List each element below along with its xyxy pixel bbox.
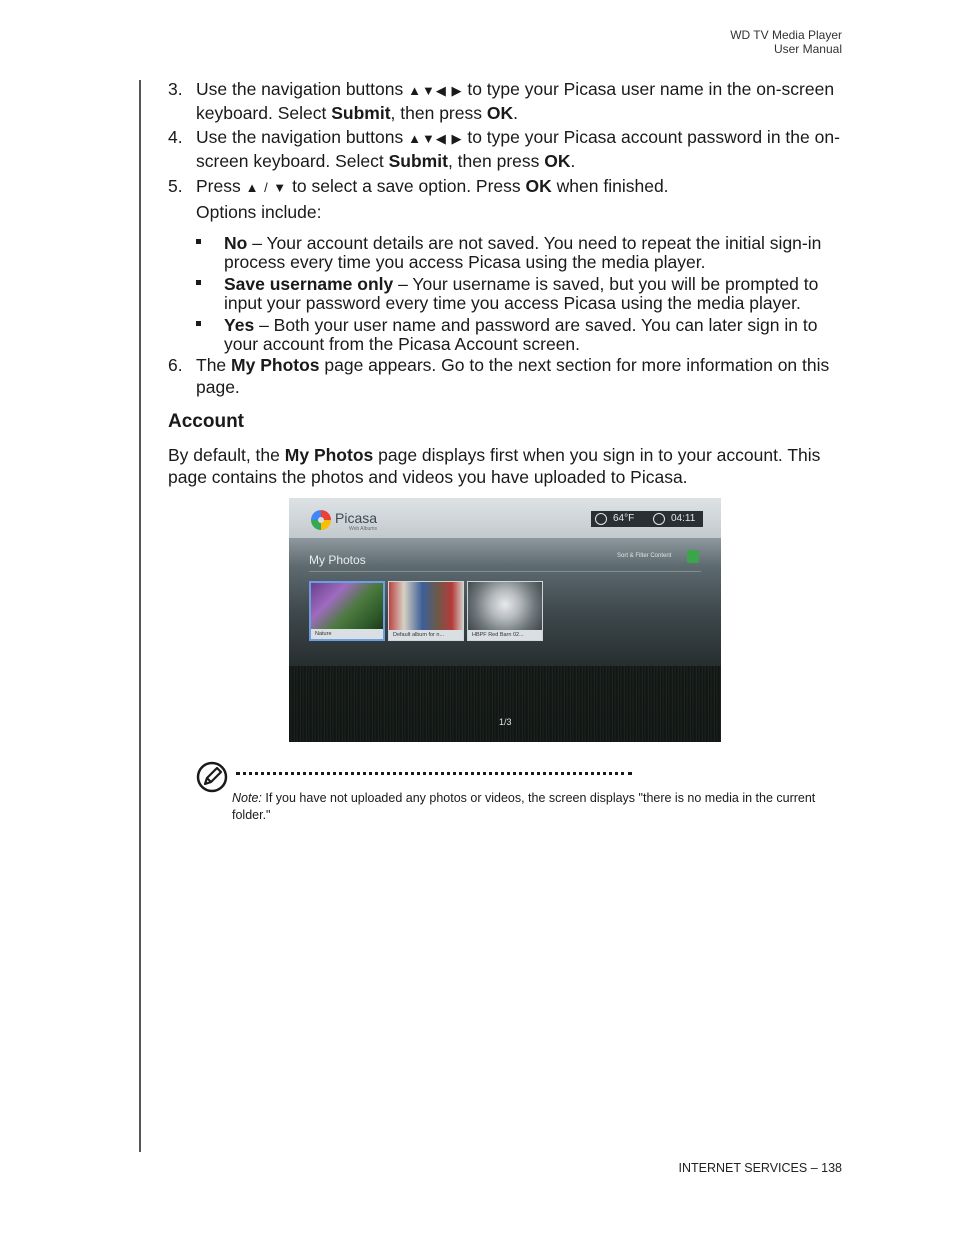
- album-image: [389, 582, 463, 632]
- step-3: 3. Use the navigation buttons ▲▼◀ ▶ to type your Picasa user name in the on-screen keyboard. Select Submit, then press OK.: [168, 79, 835, 123]
- step-5: 5. Press ▲ / ▼ to select a save option. Press OK when finished.: [168, 176, 669, 196]
- album-thumbnail[interactable]: [309, 581, 385, 641]
- option-save-username: Save username only – Your username is saved, but you will be prompted to input your password every time you access Picasa using the media player.: [196, 275, 846, 313]
- album-image: [311, 583, 383, 633]
- screen-title: My Photos: [309, 553, 366, 567]
- updown-arrows-icon: ▲ / ▼: [245, 180, 288, 195]
- title-divider: [309, 571, 701, 572]
- grass-background: [289, 666, 721, 742]
- weather-badge: 64°F: [591, 511, 663, 527]
- note-text: Note: If you have not uploaded any photos or videos, the screen displays "there is no media in the current folder.": [232, 791, 816, 822]
- album-thumbnail[interactable]: [388, 581, 464, 641]
- logo-text: Picasa: [335, 510, 378, 526]
- margin-rule: [139, 80, 141, 1152]
- option-yes: Yes – Both your user name and password are saved. You can later sign in to your account from the Picasa Account screen.: [196, 316, 846, 354]
- page-footer: INTERNET SERVICES – 138: [678, 1161, 842, 1175]
- page-header: [730, 28, 842, 56]
- nav-arrows-icon: ▲▼◀ ▶: [408, 83, 463, 98]
- weather-icon: [595, 513, 607, 525]
- note-pencil-icon: [196, 761, 228, 793]
- album-caption: HBPF Red Barn 02...: [468, 630, 542, 640]
- nav-arrows-icon: ▲▼◀ ▶: [408, 131, 463, 146]
- logo-subtitle: Web Albums: [349, 526, 377, 532]
- album-caption: Nature: [311, 629, 383, 639]
- picasa-logo-icon: [311, 510, 331, 530]
- account-paragraph: By default, the My Photos page displays first when you sign in to your account. This page contains the photos and videos you have uploaded to Picasa.: [168, 445, 821, 487]
- option-no: No – Your account details are not saved. You need to repeat the initial sign-in process every time you access Picasa using the media player.: [196, 234, 846, 272]
- header-product: WD TV Media Player: [730, 28, 842, 42]
- step-4: 4. Use the navigation buttons ▲▼◀ ▶ to type your Picasa account password in the on-screen keyboard. Select Submit, then press OK.: [168, 127, 840, 171]
- section-title: Account: [168, 411, 244, 432]
- page-indicator: 1/3: [499, 717, 512, 727]
- clock-badge: 04:11: [649, 511, 703, 527]
- album-thumbnail[interactable]: [467, 581, 543, 641]
- sort-filter-label[interactable]: Sort & Filter Content: [617, 553, 672, 559]
- album-image: [468, 582, 542, 632]
- sort-filter-icon[interactable]: [687, 550, 699, 563]
- step-6: 6. The My Photos page appears. Go to the next section for more information on this page.: [168, 355, 830, 397]
- bullet-icon: [196, 239, 201, 244]
- my-photos-screenshot: [289, 498, 721, 742]
- album-caption: Default album for n...: [389, 630, 463, 640]
- header-doc: User Manual: [773, 42, 842, 56]
- options-intro: Options include:: [196, 202, 322, 222]
- clock-icon: [653, 513, 665, 525]
- bullet-icon: [196, 280, 201, 285]
- bullet-icon: [196, 321, 201, 326]
- note-divider: [236, 772, 632, 775]
